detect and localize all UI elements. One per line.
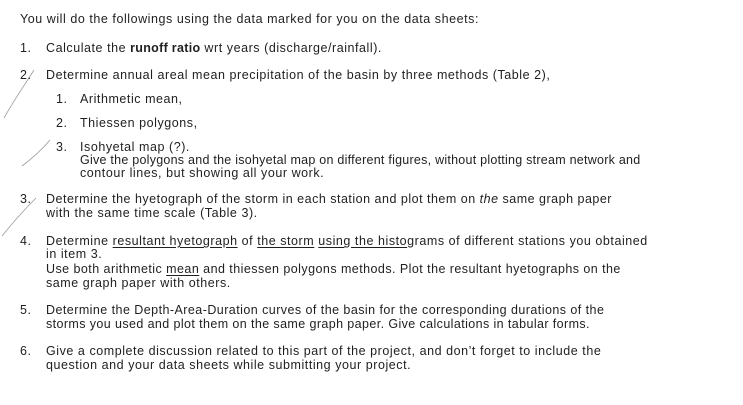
item-1-number: 1.: [20, 41, 32, 55]
item-6-line-2: question and your data sheets while submitting your project.: [46, 358, 412, 372]
subitem-3-number: 3.: [56, 140, 68, 154]
item-3-line-2: with the same time scale (Table 3).: [46, 206, 258, 220]
item-2-text: Determine annual areal mean precipitation of the basin by three methods (Table 2),: [46, 68, 551, 82]
item-4-text: Determine resultant hyetograph of the storm using the histograms of different stations you obtained: [46, 234, 648, 248]
item-6-line-1: Give a complete discussion related to this part of the project, and don’t forget to include the: [46, 344, 602, 358]
subitem-3-text: Isohyetal map (?).: [80, 140, 190, 154]
subitem-2-number: 2.: [56, 116, 68, 130]
intro-text: You will do the followings using the data marked for you on the data sheets:: [20, 12, 479, 26]
item-3-number: 3.: [20, 192, 32, 206]
item-6-number: 6.: [20, 344, 32, 358]
item-1-text: Calculate the runoff ratio wrt years (discharge/rainfall).: [46, 41, 382, 55]
item-4-line-3: Use both arithmetic mean and thiessen polygons methods. Plot the resultant hyetographs on the: [46, 262, 621, 276]
item-4-number: 4.: [20, 234, 32, 248]
item-4-line-4: same graph paper with others.: [46, 276, 231, 290]
item-2-number: 2.: [20, 68, 32, 82]
subitem-2-text: Thiessen polygons,: [80, 116, 198, 130]
subitem-1-number: 1.: [56, 92, 68, 106]
item-4-line-2: in item 3.: [46, 247, 103, 261]
subitem-3-detail-line-1: Give the polygons and the isohyetal map on different figures, without plotting stream network and: [80, 153, 641, 167]
subitem-1-text: Arithmetic mean,: [80, 92, 183, 106]
subitem-3-detail-line-2: contour lines, but showing all your work.: [80, 166, 325, 180]
item-5-line-1: Determine the Depth-Area-Duration curves of the basin for the corresponding durations of the: [46, 303, 605, 317]
runoff-ratio-term: runoff ratio: [130, 41, 201, 55]
item-5-number: 5.: [20, 303, 32, 317]
item-5-line-2: storms you used and plot them on the same graph paper. Give calculations in tabular forms.: [46, 317, 590, 331]
item-3-text: Determine the hyetograph of the storm in each station and plot them on the same graph paper: [46, 192, 612, 206]
